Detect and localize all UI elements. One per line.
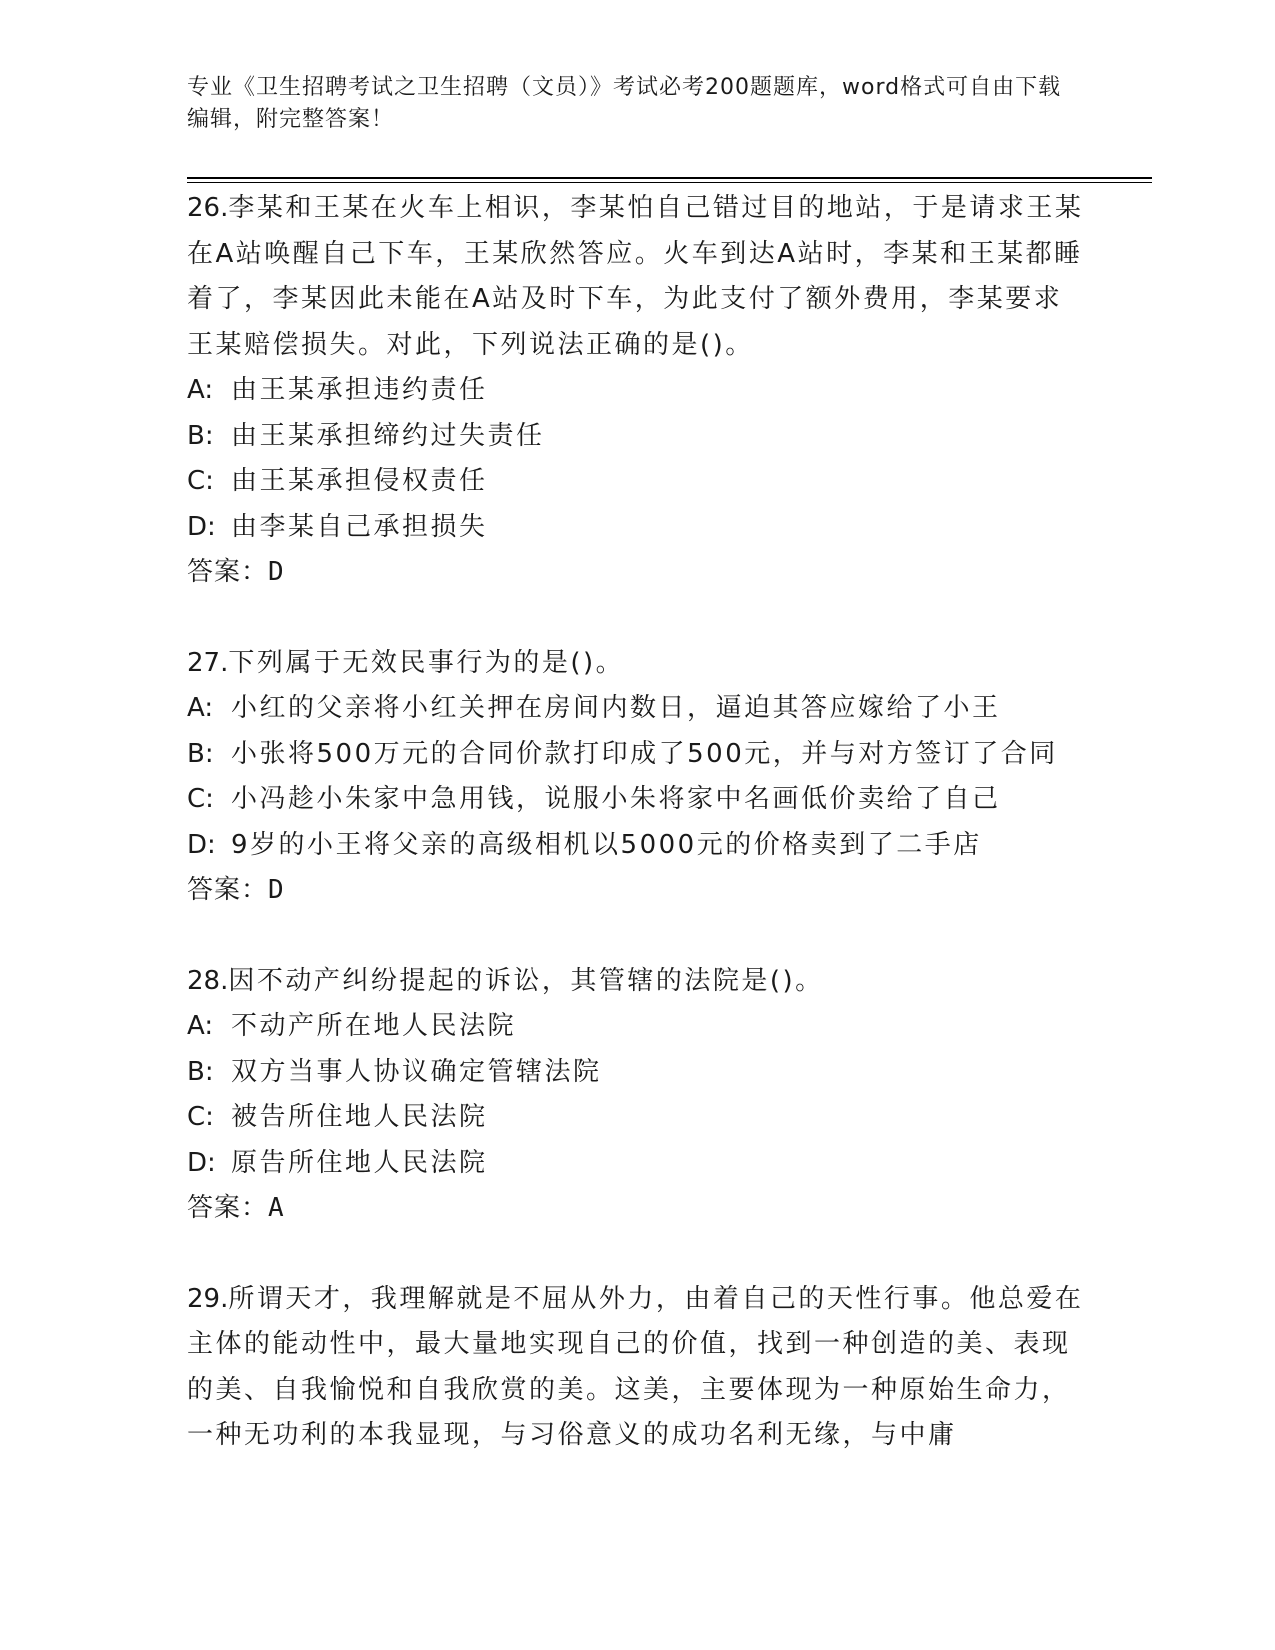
answer-value: D bbox=[268, 875, 285, 905]
question-text: 李某和王某在火车上相识，李某怕自己错过目的地站，于是请求王某在A站唤醒自己下车，王某欣然答应。火车到达A站时，李某和王某都睡着了，李某因此未能在A站及时下车，为此支付了额外费用，李某要求王某赔偿损失。对此，下列说法正确的是()。 bbox=[187, 193, 1084, 360]
option-b bbox=[187, 1050, 1087, 1096]
option-key: B: bbox=[187, 420, 214, 451]
answer-label: 答案： bbox=[187, 1193, 269, 1223]
option-key: A: bbox=[187, 693, 214, 723]
question-stem bbox=[187, 186, 1087, 368]
option-text: 不动产所在地人民法院 bbox=[231, 1011, 517, 1041]
answer-label: 答案： bbox=[187, 875, 269, 905]
option-key: B: bbox=[187, 738, 214, 769]
option-text: 原告所住地人民法院 bbox=[231, 1147, 488, 1178]
option-text: 由王某承担缔约过失责任 bbox=[231, 420, 545, 451]
answer-line bbox=[187, 550, 1087, 596]
option-key: D: bbox=[187, 511, 216, 542]
option-c bbox=[187, 459, 1087, 505]
option-d bbox=[187, 1141, 1087, 1187]
option-text: 小张将500万元的合同价款打印成了500元，并与对方签订了合同 bbox=[231, 738, 1058, 769]
option-text: 由王某承担侵权责任 bbox=[231, 466, 488, 496]
question-29 bbox=[187, 1277, 1087, 1459]
option-key: C: bbox=[187, 466, 214, 496]
option-d bbox=[187, 505, 1087, 551]
question-26 bbox=[187, 186, 1087, 596]
option-c bbox=[187, 1095, 1087, 1141]
header-text: 专业《卫生招聘考试之卫生招聘（文员）》考试必考200题题库，word格式可自由下载编辑，附完整答案！ bbox=[187, 75, 1062, 132]
question-number: 29. bbox=[187, 1283, 229, 1314]
option-a bbox=[187, 686, 1087, 732]
document-header bbox=[187, 72, 1067, 136]
option-key: C: bbox=[187, 784, 214, 814]
answer-label: 答案： bbox=[187, 557, 269, 587]
answer-line bbox=[187, 1186, 1087, 1232]
question-stem bbox=[187, 1277, 1087, 1459]
question-text: 因不动产纠纷提起的诉讼，其管辖的法院是()。 bbox=[228, 965, 824, 996]
option-text: 由李某自己承担损失 bbox=[231, 511, 488, 542]
answer-value: D bbox=[268, 557, 285, 587]
question-text: 所谓天才，我理解就是不屈从外力，由着自己的天性行事。他总爱在主体的能动性中，最大量地实现自己的价值，找到一种创造的美、表现的美、自我愉悦和自我欣赏的美。这美，主要体现为一种原始生命力，一种无功利的本我显现，与习俗意义的成功名利无缘，与中庸 bbox=[187, 1283, 1084, 1450]
option-c bbox=[187, 777, 1087, 823]
option-text: 9岁的小王将父亲的高级相机以5000元的价格卖到了二手店 bbox=[231, 829, 982, 860]
question-list bbox=[187, 186, 1087, 1504]
question-text: 下列属于无效民事行为的是()。 bbox=[228, 647, 625, 678]
answer-line bbox=[187, 868, 1087, 914]
option-key: A: bbox=[187, 1011, 214, 1041]
option-text: 由王某承担违约责任 bbox=[231, 375, 488, 405]
question-number: 28. bbox=[187, 965, 229, 996]
option-text: 双方当事人协议确定管辖法院 bbox=[231, 1056, 602, 1087]
question-27 bbox=[187, 641, 1087, 914]
option-a bbox=[187, 368, 1087, 414]
option-text: 被告所住地人民法院 bbox=[231, 1102, 488, 1132]
question-28 bbox=[187, 959, 1087, 1232]
option-key: D: bbox=[187, 1147, 216, 1178]
option-b bbox=[187, 732, 1087, 778]
option-a bbox=[187, 1004, 1087, 1050]
option-text: 小红的父亲将小红关押在房间内数日，逼迫其答应嫁给了小王 bbox=[231, 693, 1001, 723]
option-b bbox=[187, 414, 1087, 460]
question-stem bbox=[187, 959, 1087, 1005]
header-divider-thick bbox=[187, 177, 1152, 179]
option-key: A: bbox=[187, 375, 214, 405]
option-key: C: bbox=[187, 1102, 214, 1132]
question-number: 27. bbox=[187, 647, 229, 678]
header-divider-thin bbox=[187, 182, 1152, 183]
option-key: B: bbox=[187, 1056, 214, 1087]
option-key: D: bbox=[187, 829, 216, 860]
question-number: 26. bbox=[187, 193, 229, 223]
option-text: 小冯趁小朱家中急用钱，说服小朱将家中名画低价卖给了自己 bbox=[231, 784, 1001, 814]
question-stem bbox=[187, 641, 1087, 687]
option-d bbox=[187, 823, 1087, 869]
answer-value: A bbox=[268, 1193, 285, 1223]
